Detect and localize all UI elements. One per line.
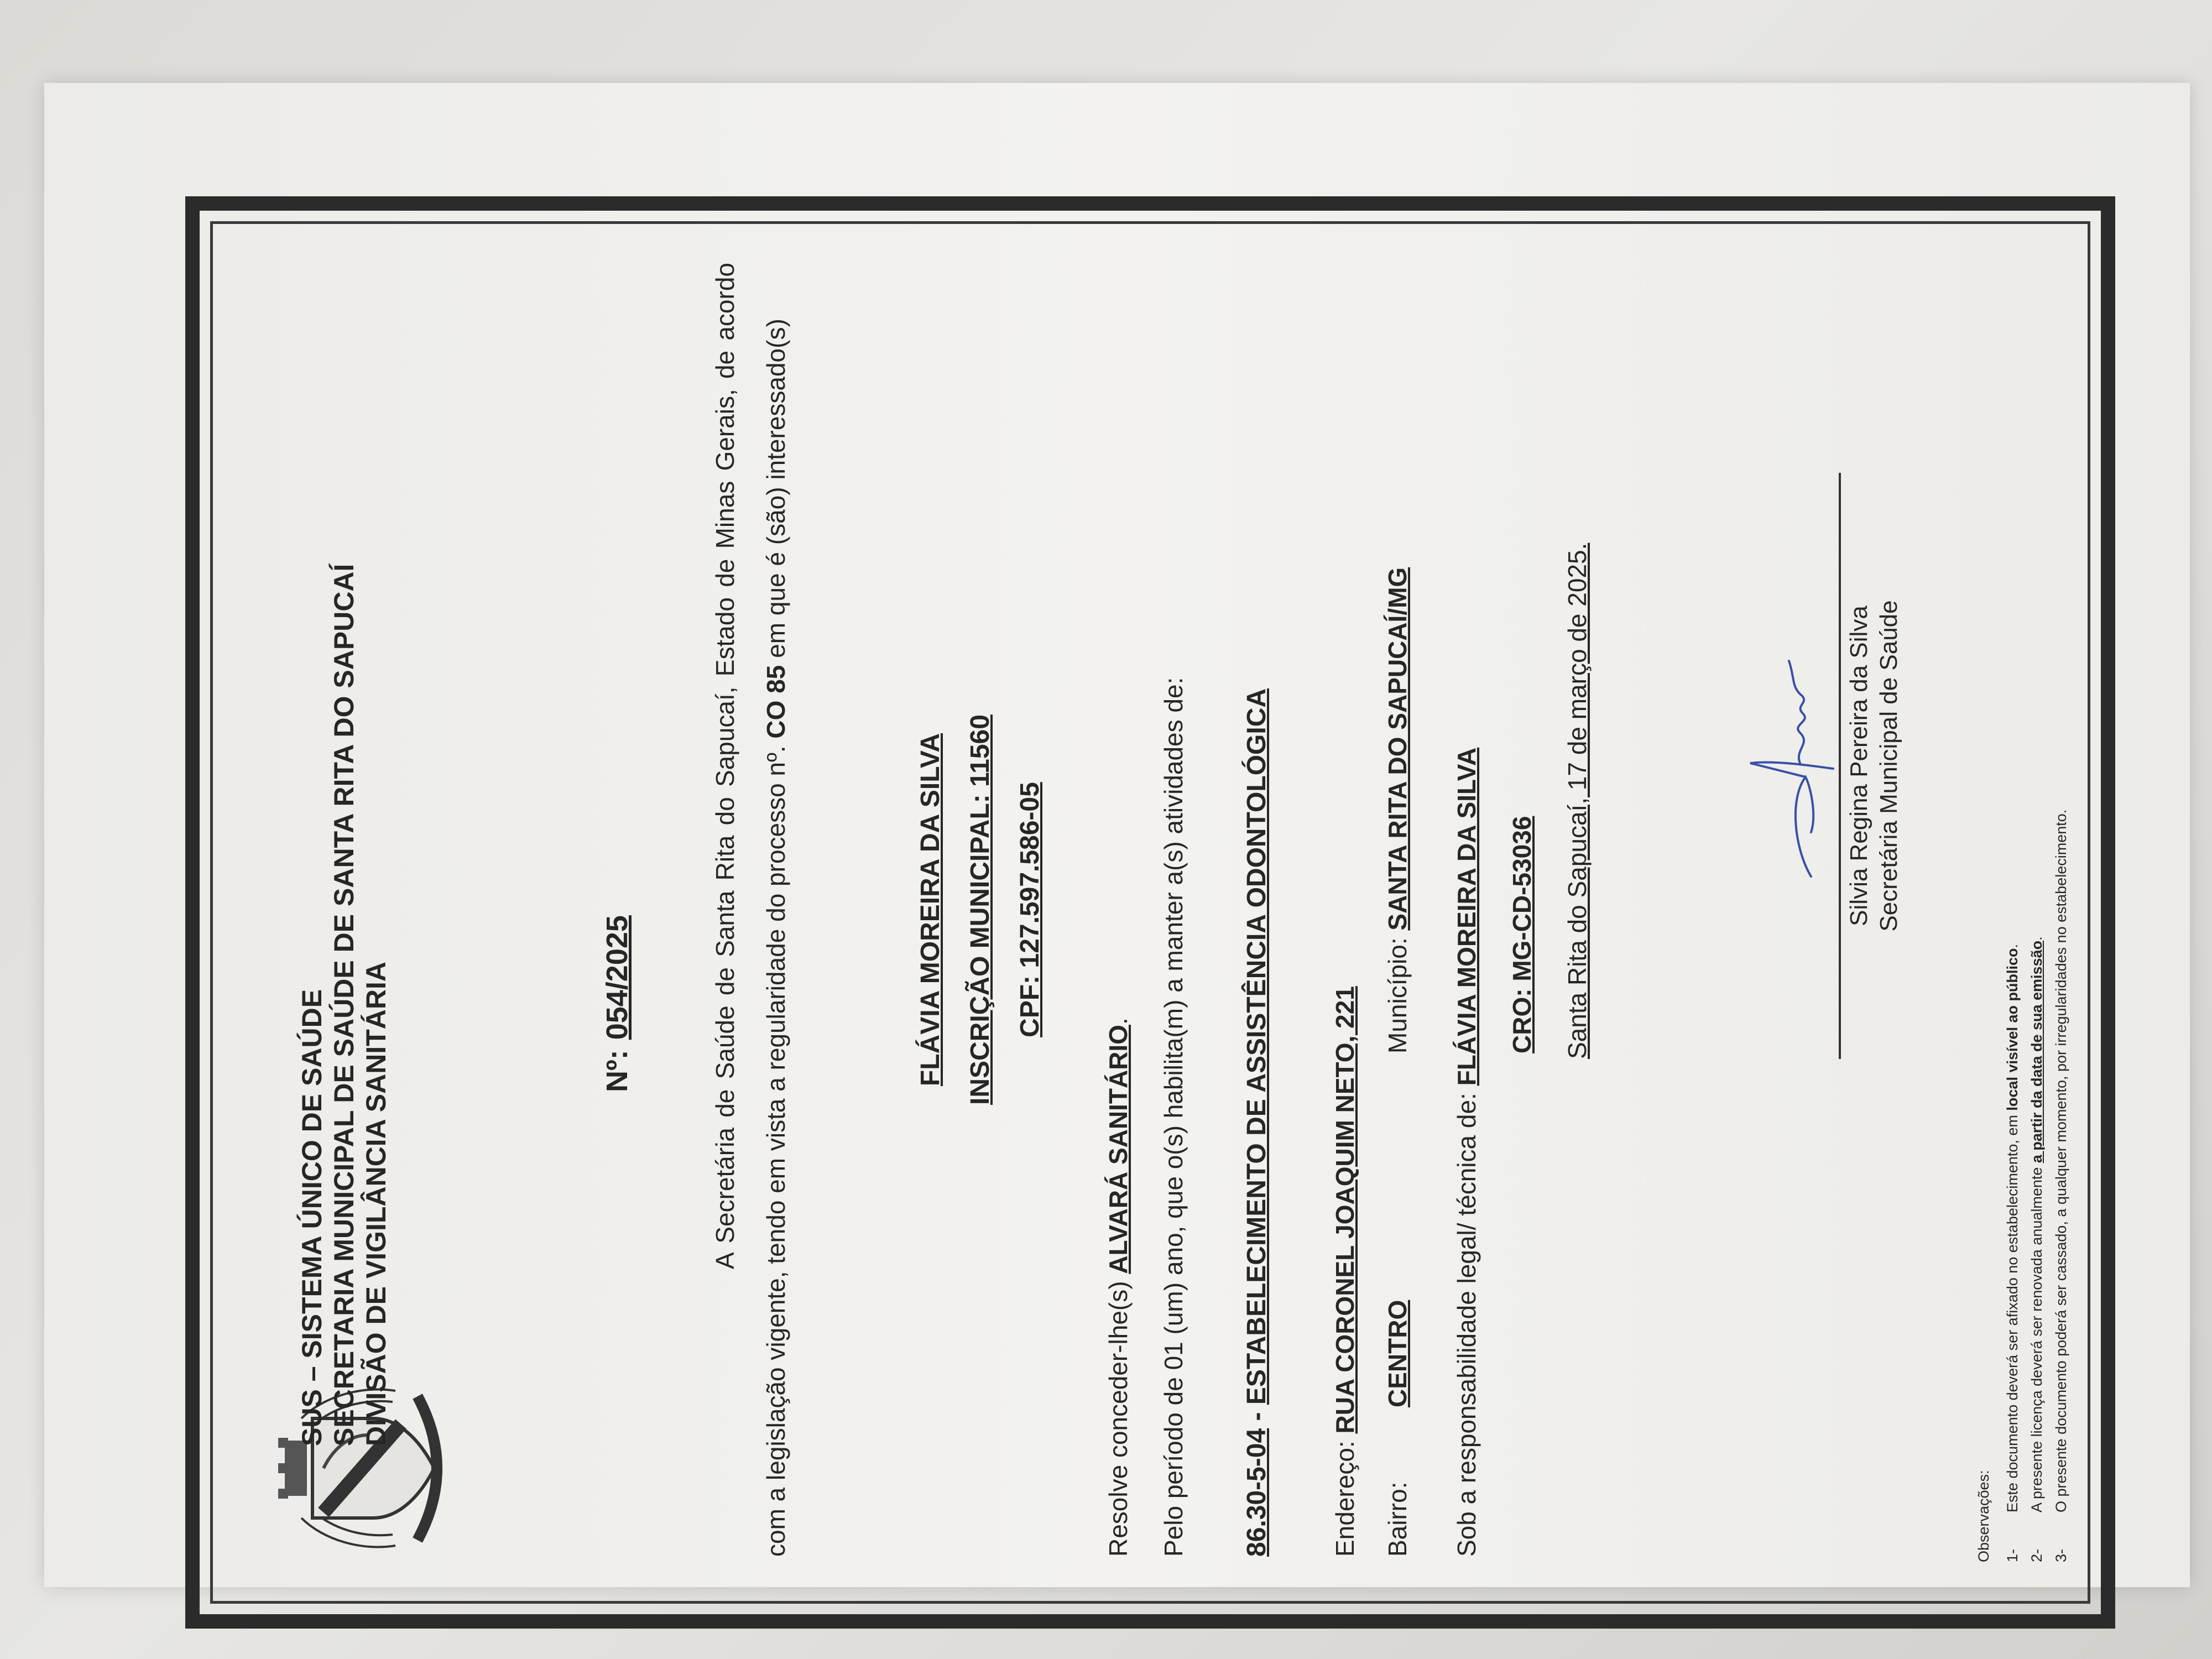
license-number (600, 915, 634, 1092)
intro-paragraph (700, 263, 801, 1557)
grant-suffix: . (1104, 1018, 1133, 1025)
cro-value: CRO: MG-CD-53036 (1507, 816, 1536, 1053)
observations-title: Observações: (1975, 1470, 1992, 1562)
paragraph-part2: em que é (são) interessado(s) (761, 319, 790, 658)
district-value: CENTRO (1383, 1300, 1412, 1407)
header-line-1: SUS – SISTEMA ÚNICO DE SAÚDE (296, 989, 327, 1446)
paragraph-part1: A Secretária de Saúde de Santa Rita do Sapucaí, Estado de Minas Gerais, de acordo com a legislação vigente, tendo em vista a regularidade do processo nº. (711, 263, 790, 1557)
grant-item: ALVARÁ SANITÁRIO (1104, 1025, 1133, 1274)
issue-date: Santa Rita do Sapucaí, 17 de março de 2025. (1563, 542, 1592, 1059)
observation-item: 2-A presente licença deverá ser renovada anualmente a partir da data de sua emissão. (2028, 936, 2045, 1562)
header-line-2: SECRETARIA MUNICIPAL DE SAÚDE DE SANTA RITA DO SAPUCAÍ (328, 564, 359, 1446)
signatory-name: Silvia Regina Pereira da Silva (1845, 606, 1872, 926)
number-label: Nº: (601, 1050, 634, 1092)
process-number: CO 85 (761, 665, 790, 739)
document-inner-border (210, 221, 2090, 1604)
city-line (1383, 567, 1412, 1053)
activity-description: ESTABELECIMENTO DE ASSISTÊNCIA ODONTOLÓGICA (1242, 688, 1271, 1405)
activity-code: 86.30-5-04 (1242, 1428, 1271, 1557)
paper-sheet (44, 83, 2190, 1587)
district-label: Bairro: (1383, 1481, 1412, 1557)
city-value: SANTA RITA DO SAPUCAÍ/MG (1383, 567, 1412, 931)
signature-line (1839, 473, 1841, 1059)
grant-line (1103, 1018, 1133, 1557)
address-value: RUA CORONEL JOAQUIM NETO, 221 (1331, 986, 1359, 1434)
address-line (1330, 986, 1360, 1557)
interested-name: FLÁVIA MOREIRA DA SILVA (916, 733, 945, 1087)
signatory-role: Secretária Municipal de Saúde (1875, 600, 1902, 932)
responsible-label: Sob a responsabilidade legal/ técnica de: (1452, 1093, 1481, 1557)
observation-item: 3-O presente documento poderá ser cassado, a qualquer momento, por irregularidades no estabelecimento. (2053, 809, 2069, 1562)
header-line-3: DIVISÃO DE VIGILÂNCIA SANITÁRIA (361, 962, 392, 1446)
activity-separator: - (1242, 1405, 1271, 1428)
city-label: Município: (1383, 937, 1412, 1053)
cpf: CPF: 127.597.586-05 (1015, 782, 1045, 1037)
sanitary-license-document (169, 180, 2132, 1645)
observations (1971, 235, 2073, 1562)
municipal-registration: INSCRIÇÃO MUNICIPAL: 11560 (966, 714, 995, 1105)
number-value: 054/2025 (601, 915, 634, 1040)
handwritten-signature (1728, 650, 1839, 882)
signatory-block (1844, 473, 1904, 1059)
cro-line (1507, 816, 1537, 1053)
header (296, 564, 392, 1446)
address-label: Endereço: (1331, 1441, 1359, 1557)
activity-line (1241, 688, 1272, 1557)
observation-item: 1-Este documento deverá ser afixado no estabelecimento, em local visível ao público. (2004, 943, 2021, 1562)
responsible-line (1452, 748, 1481, 1557)
grant-prefix: Resolve conceder-lhe(s) (1104, 1281, 1133, 1557)
responsible-name: FLÁVIA MOREIRA DA SILVA (1452, 747, 1481, 1086)
period-line: Pelo período de 01 (um) ano, que o(s) habilita(m) a manter a(s) atividades de: (1159, 677, 1188, 1557)
